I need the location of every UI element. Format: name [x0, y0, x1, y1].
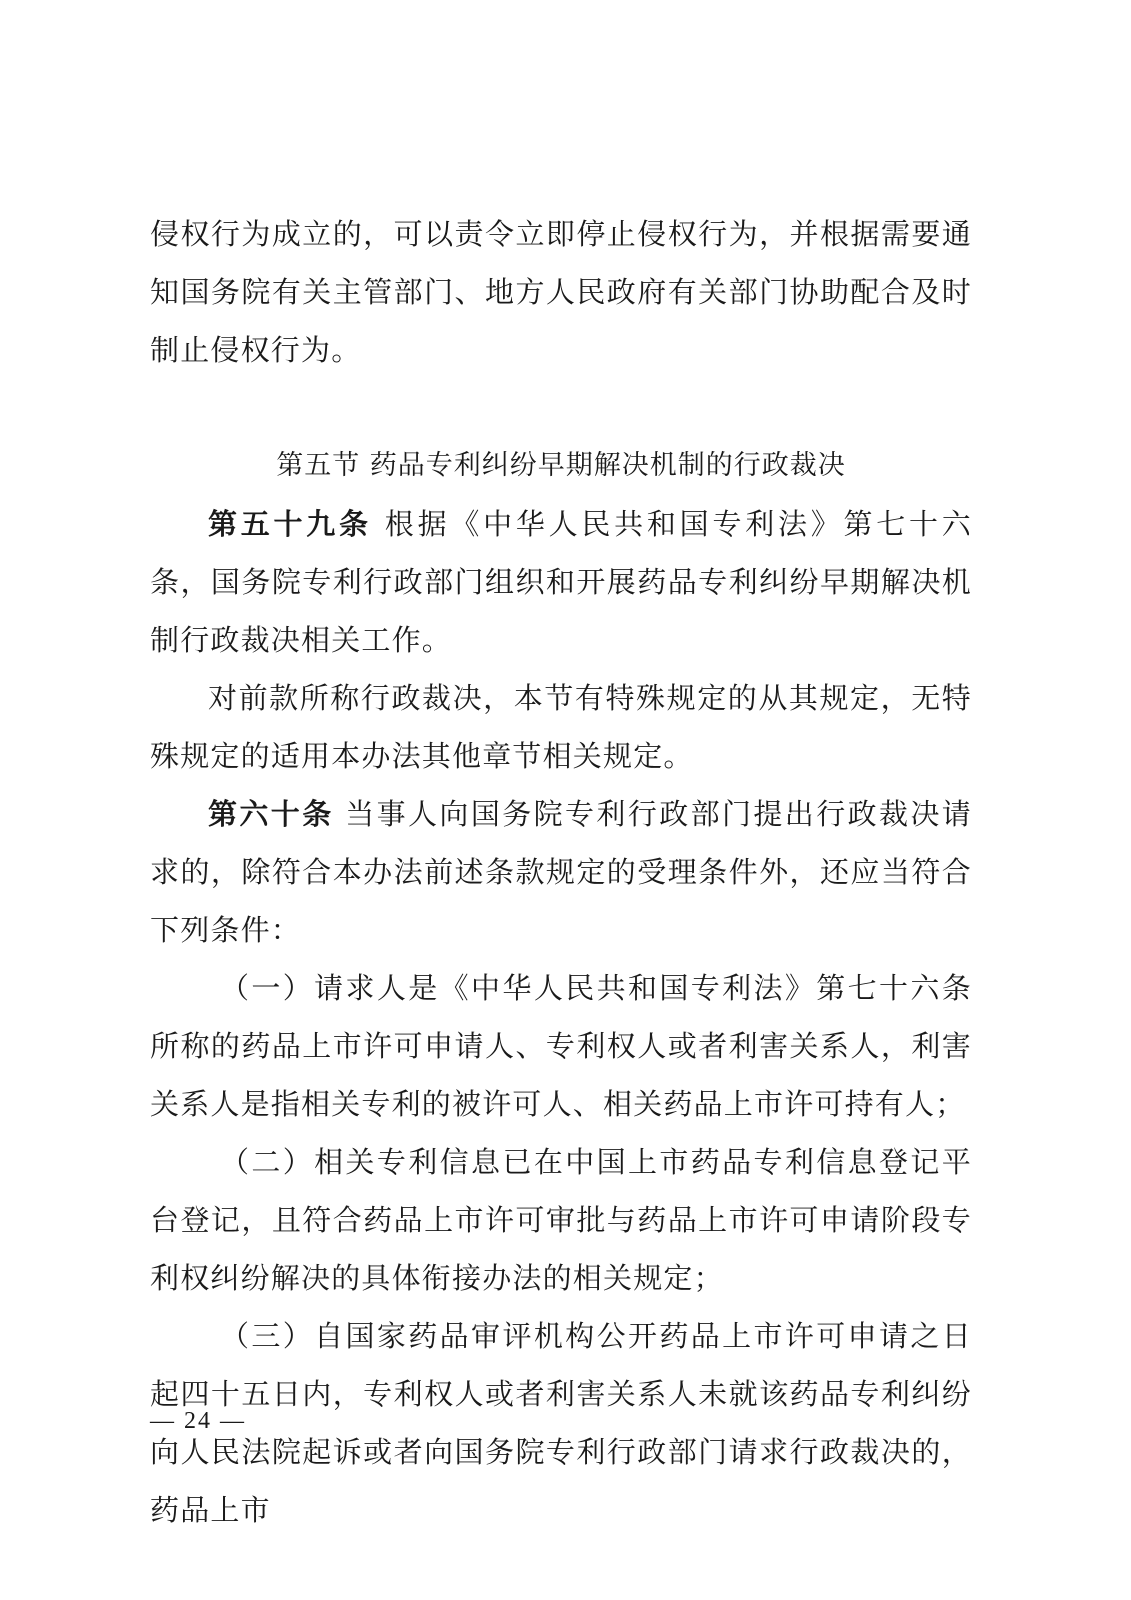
article-59-text: 根据《中华人民共和国专利法》第七十六条，国务院专利行政部门组织和开展药品专利纠纷早期解决机制行政裁决相关工作。: [150, 507, 972, 657]
article-60-number: 第六十条: [208, 797, 334, 831]
list-item-2: （二）相关专利信息已在中国上市药品专利信息登记平台登记，且符合药品上市许可审批与药品上市许可申请阶段专利权纠纷解决的具体衔接办法的相关规定；: [150, 1145, 972, 1295]
article-59-paragraph-2: 对前款所称行政裁决，本节有特殊规定的从其规定，无特殊规定的适用本办法其他章节相关规定。: [150, 681, 972, 773]
section-spacer: [150, 379, 972, 437]
article-60-text: 当事人向国务院专利行政部门提出行政裁决请求的，除符合本办法前述条款规定的受理条件外，还应当符合下列条件：: [150, 797, 972, 947]
article-59-number: 第五十九条: [208, 507, 372, 541]
article-60-paragraph: [150, 785, 972, 959]
list-item-1: （一）请求人是《中华人民共和国专利法》第七十六条所称的药品上市许可申请人、专利权人或者利害关系人，利害关系人是指相关专利的被许可人、相关药品上市许可持有人；: [150, 971, 972, 1121]
list-item-3: （三）自国家药品审评机构公开药品上市许可申请之日起四十五日内，专利权人或者利害关系人未就该药品专利纠纷向人民法院起诉或者向国务院专利行政部门请求行政裁决的，药品上市: [150, 1319, 972, 1527]
body-text: [150, 205, 972, 1539]
page-number: — 24 —: [150, 1408, 246, 1434]
section-heading: 第五节 药品专利纠纷早期解决机制的行政裁决: [276, 450, 846, 481]
article-59-paragraph: [150, 495, 972, 669]
continuation-paragraph: 侵权行为成立的，可以责令立即停止侵权行为，并根据需要通知国务院有关主管部门、地方人民政府有关部门协助配合及时制止侵权行为。: [150, 217, 972, 367]
